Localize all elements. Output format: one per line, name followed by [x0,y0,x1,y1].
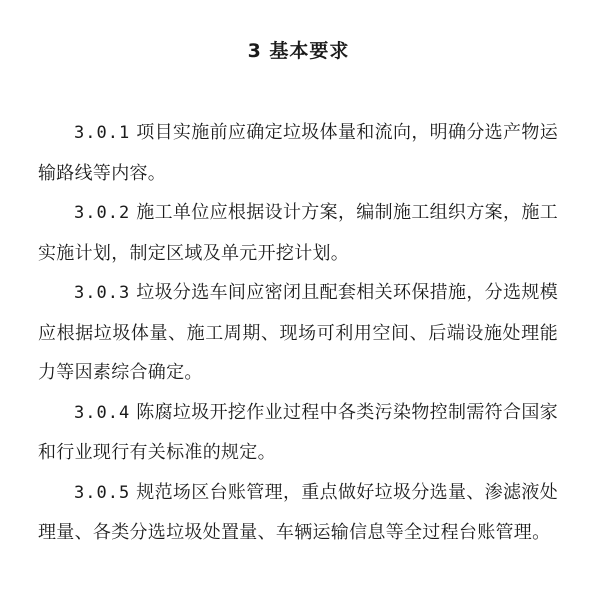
clause-3-0-5 [38,473,558,553]
clause-text: 项目实施前应确定垃圾体量和流向，明确分选产物运输路线等内容。 [38,122,558,184]
clause-number: 3.0.5 [74,482,131,503]
section-title: 3 基本要求 [247,40,350,62]
clause-3-0-2 [38,193,558,273]
clause-list [38,113,558,553]
clause-text: 陈腐垃圾开挖作业过程中各类污染物控制需符合国家和行业现行有关标准的规定。 [38,401,558,463]
clause-number: 3.0.2 [74,203,131,223]
clause-text: 规范场区台账管理，重点做好垃圾分选量、渗滤液处理量、各类分选垃圾处置量、车辆运输信息等全过程台账管理。 [38,481,558,543]
clause-text: 垃圾分选车间应密闭且配套相关环保措施，分选规模应根据垃圾体量、施工周期、现场可利用空间、后端设施处理能力等因素综合确定。 [38,282,558,383]
clause-3-0-1 [38,113,558,193]
clause-3-0-3 [38,273,558,393]
clause-text: 施工单位应根据设计方案，编制施工组织方案，施工实施计划，制定区域及单元开挖计划。 [38,202,558,264]
clause-3-0-4 [38,393,558,473]
clause-number: 3.0.4 [74,402,131,423]
clause-number: 3.0.1 [74,123,131,143]
clause-number: 3.0.3 [74,283,131,303]
